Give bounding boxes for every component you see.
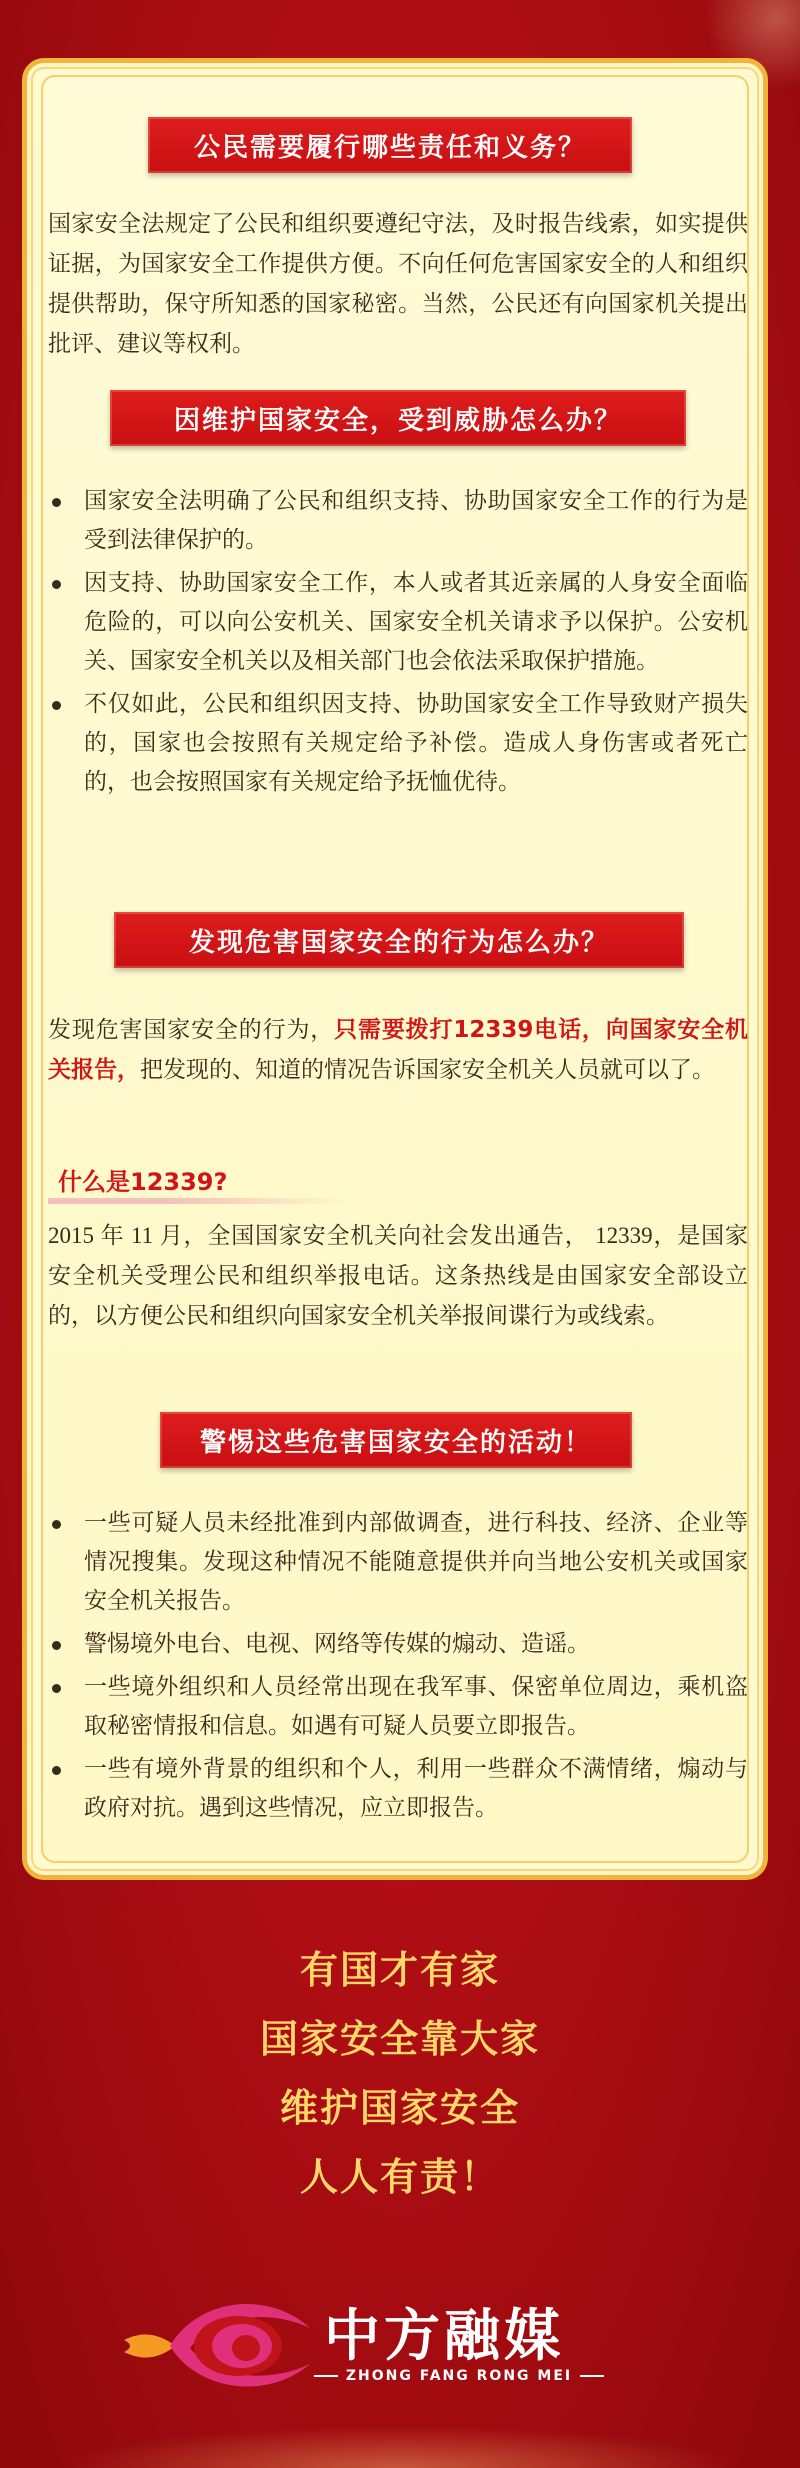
section-2-list	[48, 482, 748, 806]
bottom-glow	[60, 2426, 740, 2468]
list-item: 一些可疑人员未经批准到内部做调查，进行科技、经济、企业等情况搜集。发现这种情况不能随意提供并向当地公安机关或国家安全机关报告。	[48, 1504, 748, 1621]
hotline-subhead-text: 什么是12339?	[58, 1168, 228, 1196]
section-4-list	[48, 1504, 748, 1832]
logo-sub-line-right	[580, 2375, 604, 2377]
section-1-body: 国家安全法规定了公民和组织要遵纪守法，及时报告线索，如实提供证据，为国家安全工作提供方便。不向任何危害国家安全的人和组织提供帮助，保守所知悉的国家秘密。当然，公民还有向国家机关提出批评、建议等权利。	[48, 211, 748, 357]
logo-subtitle	[314, 2368, 604, 2384]
section-2-title: 因维护国家安全，受到威胁怎么办？	[110, 390, 686, 446]
list-item: 一些有境外背景的组织和个人，利用一些群众不满情绪，煽动与政府对抗。遇到这些情况，应立即报告。	[48, 1750, 748, 1828]
list-item: 因支持、协助国家安全工作，本人或者其近亲属的人身安全面临危险的，可以向公安机关、国家安全机关请求予以保护。公安机关、国家安全机关以及相关部门也会依法采取保护措施。	[48, 564, 748, 681]
hotline-subhead	[48, 1160, 348, 1204]
list-item: 一些境外组织和人员经常出现在我军事、保密单位周边，乘机盗取秘密情报和信息。如遇有可疑人员要立即报告。	[48, 1668, 748, 1746]
section-3-title: 发现危害国家安全的行为怎么办？	[114, 912, 684, 968]
slogan-line: 有国才有家	[299, 1947, 500, 1992]
brand-logo	[118, 2268, 678, 2398]
subhead-underline	[48, 1198, 348, 1204]
hotline-highlight: 只需要拨打12339电话，向国家安全机关报告，	[48, 1017, 748, 1083]
list-item: 不仅如此，公民和组织因支持、协助国家安全工作导致财产损失的，国家也会按照有关规定给予补偿。造成人身伤害或者死亡的，也会按照国家有关规定给予抚恤优待。	[48, 685, 748, 802]
section-3-body-pre: 发现危害国家安全的行为，	[48, 1017, 335, 1043]
slogan-line: 维护国家安全	[279, 2085, 520, 2130]
logo-sub-text: ZHONG FANG RONG MEI	[345, 2368, 573, 2384]
section-1-title: 公民需要履行哪些责任和义务？	[148, 117, 632, 173]
section-3-body	[48, 1010, 748, 1090]
slogan-block	[0, 1935, 800, 2211]
list-item: 警惕境外电台、电视、网络等传媒的煽动、造谣。	[48, 1625, 748, 1664]
logo-name: 中方融媒	[324, 2304, 564, 2369]
section-4-title: 警惕这些危害国家安全的活动！	[160, 1412, 632, 1468]
logo-sub-line-left	[314, 2375, 338, 2377]
list-item: 国家安全法明确了公民和组织支持、协助国家安全工作的行为是受到法律保护的。	[48, 482, 748, 560]
eye-fish-logo-icon	[118, 2268, 318, 2398]
slogan-line: 国家安全靠大家	[259, 2016, 540, 2061]
section-3-body-post: 把发现的、知道的情况告诉国家安全机关人员就可以了。	[140, 1057, 715, 1083]
slogan-line: 人人有责！	[299, 2154, 500, 2199]
hotline-body: 2015 年 11 月，全国国家安全机关向社会发出通告， 12339，是国家安全机关受理公民和组织举报电话。这条热线是由国家安全部设立的，以方便公民和组织向国家安全机关举报间谍行为或线索。	[48, 1223, 748, 1328]
